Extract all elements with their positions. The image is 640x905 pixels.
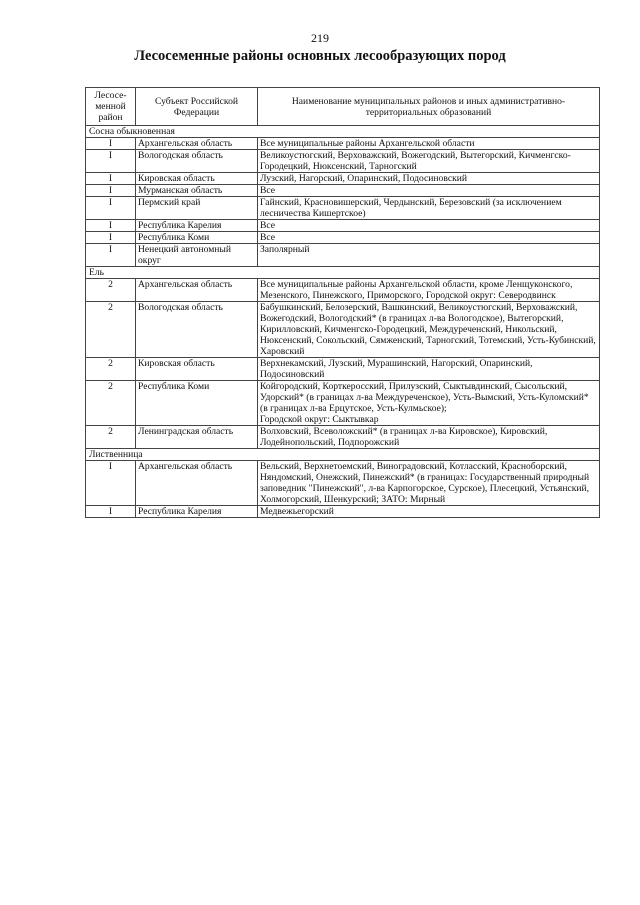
subject-cell: Вологодская область (136, 150, 258, 173)
municipalities-cell: Все муниципальные районы Архангельской области, кроме Ленщуконского, Мезенского, Пинежского, Приморского, Городской округ: Северодвинск (258, 279, 600, 302)
municipalities-cell: Гайнский, Красновишерский, Чердынский, Березовский (за исключением лесничества Кишертское) (258, 197, 600, 220)
table-row (86, 185, 600, 197)
subject-cell: Кировская область (136, 173, 258, 185)
municipalities-cell: Койгородский, Корткеросский, Прилузский, Сыктывдинский, Сысольский, Удорский* (в границах л-ва Междуреченское), Усть-Вымский, Усть-Куломский* (в границах л-ва Ерцутское, Усть-Кулмьское); Городской округ: Сыктывкар (258, 381, 600, 426)
district-cell: 2 (86, 302, 136, 358)
district-cell: 2 (86, 381, 136, 426)
subject-cell: Республика Карелия (136, 220, 258, 232)
table-header-row (86, 88, 600, 126)
table-row (86, 381, 600, 426)
municipalities-cell: Все муниципальные районы Архангельской области (258, 138, 600, 150)
municipalities-cell: Вельский, Верхнетоемский, Виноградовский, Котласский, Красноборский, Няндомский, Онежский, Пинежский* (в границах: Государственный природный заповедник "Пинежский", л-ва Карпогорское, Сурское), Плесецкий, Устьянский, Холмогорский, Шенкурский; ЗАТО: Мирный (258, 461, 600, 506)
district-cell: I (86, 150, 136, 173)
subject-cell: Ленинградская область (136, 426, 258, 449)
subject-cell: Республика Карелия (136, 506, 258, 518)
municipalities-cell: Бабушкинский, Белозерский, Вашкинский, Великоустюгский, Верховажский, Вожегодский, Вологодский* (в границах л-ва Вологодское), Вытегорский, Кирилловский, Кичменгско-Городецкий, Междуреченский, Никольский, Нюксенский, Сокольский, Сямженский, Тарногский, Тотемский, Усть-Кубинский, Харовский (258, 302, 600, 358)
municipalities-cell: Лузский, Нагорский, Опаринский, Подосиновский (258, 173, 600, 185)
subject-cell: Архангельская область (136, 461, 258, 506)
district-cell: I (86, 220, 136, 232)
table-row (86, 232, 600, 244)
municipalities-cell: Все (258, 185, 600, 197)
municipalities-cell: Медвежьегорский (258, 506, 600, 518)
municipalities-cell: Верхнекамский, Лузский, Мурашинский, Нагорский, Опаринский, Подосиновский (258, 358, 600, 381)
subject-cell: Кировская область (136, 358, 258, 381)
subject-cell: Республика Коми (136, 232, 258, 244)
table-row (86, 150, 600, 173)
header-subject: Субъект Российской Федерации (136, 88, 258, 126)
header-municipalities: Наименование муниципальных районов и иных административно-территориальных образований (258, 88, 600, 126)
table-body (86, 126, 600, 518)
subject-cell: Архангельская область (136, 138, 258, 150)
subject-cell: Пермский край (136, 197, 258, 220)
table-row (86, 220, 600, 232)
page-number: 219 (311, 31, 329, 45)
table-row (86, 244, 600, 267)
table-row (86, 506, 600, 518)
subject-cell: Мурманская область (136, 185, 258, 197)
table-row (86, 138, 600, 150)
species-name: Сосна обыкновенная (86, 126, 600, 138)
subject-cell: Вологодская область (136, 302, 258, 358)
district-cell: I (86, 185, 136, 197)
table-row (86, 302, 600, 358)
district-cell: 2 (86, 279, 136, 302)
municipalities-cell: Все (258, 232, 600, 244)
district-cell: I (86, 244, 136, 267)
subject-cell: Архангельская область (136, 279, 258, 302)
subject-cell: Республика Коми (136, 381, 258, 426)
district-cell: I (86, 138, 136, 150)
header-district: Лесосе- менной район (86, 88, 136, 126)
district-cell: I (86, 506, 136, 518)
table-row (86, 358, 600, 381)
table-row (86, 426, 600, 449)
species-name: Ель (86, 267, 600, 279)
municipalities-cell: Волховский, Всеволожский* (в границах л-ва Кировское), Кировский, Лодейнопольский, Подпорожский (258, 426, 600, 449)
table-row (86, 197, 600, 220)
subject-cell: Ненецкий автономный округ (136, 244, 258, 267)
district-cell: I (86, 173, 136, 185)
district-cell: I (86, 461, 136, 506)
species-group-row (86, 267, 600, 279)
table-row (86, 461, 600, 506)
species-group-row (86, 126, 600, 138)
seed-districts-table (85, 87, 600, 518)
district-cell: I (86, 197, 136, 220)
district-cell: 2 (86, 426, 136, 449)
municipalities-cell: Все (258, 220, 600, 232)
page-title: Лесосеменные районы основных лесообразующих пород (134, 48, 506, 64)
municipalities-cell: Великоустюгский, Верховажский, Вожегодский, Вытегорский, Кичменгско-Городецкий, Нюксенский, Тарногский (258, 150, 600, 173)
municipalities-cell: Заполярный (258, 244, 600, 267)
species-name: Лиственница (86, 449, 600, 461)
table-row (86, 173, 600, 185)
district-cell: 2 (86, 358, 136, 381)
table-row (86, 279, 600, 302)
district-cell: I (86, 232, 136, 244)
species-group-row (86, 449, 600, 461)
